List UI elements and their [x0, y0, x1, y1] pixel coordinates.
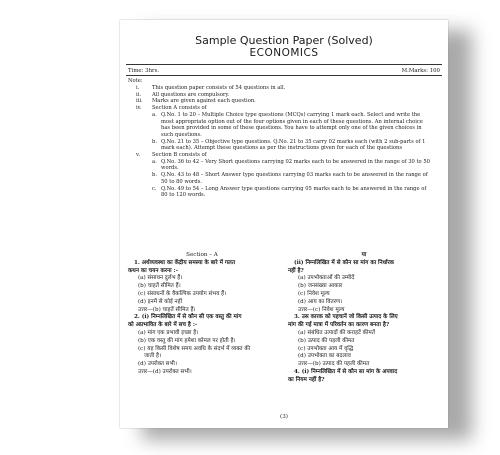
- question-line: कथन का चयन करना :-: [128, 267, 178, 274]
- or-divider: या: [361, 252, 367, 258]
- note-text: Section A consists of: [152, 105, 207, 112]
- option: (b) चाहतें सीमित हैं।: [138, 283, 181, 290]
- sub-number: b.: [152, 138, 157, 145]
- answer: उत्तर—(b) चाहतें सीमित हैं।: [138, 306, 196, 313]
- option: (c) उपभोक्ता आय में वृद्धि: [298, 345, 354, 352]
- note-label: Note:: [128, 78, 143, 84]
- option: (a) संबंधित उत्पादों की कराहटें कीमतें: [298, 329, 375, 336]
- sub-number: a.: [152, 111, 157, 118]
- question-line: 3. उस कारक को पहचानें जो किसी उत्पाद के लिए: [294, 314, 398, 321]
- sub-text: Q.No. 21 to 35 – Objective type questions. Q.No. 21 to 35 carry 02 marks each (with 2 sub-parts of 1 mark each). Attempt these questions as per the instructions given for each of the questions: [161, 138, 426, 152]
- questions-columns: [128, 252, 440, 385]
- section-a-item: [128, 139, 440, 152]
- sub-number: c.: [152, 185, 157, 192]
- option: (d) उपरोक्त सभी।: [138, 361, 177, 368]
- note-item: [128, 152, 440, 159]
- sub-number: a.: [152, 158, 157, 165]
- answer: उत्तर—(d) उपरोक्त सभी।: [138, 368, 192, 375]
- option: (c) यह किसी विशेष समय अवधि के संदर्भ में व्यक्त की: [138, 345, 251, 352]
- option-continued: जाती है।: [144, 353, 162, 360]
- left-column: [128, 252, 284, 385]
- option: (a) मांग एक प्रभावी इच्छा है।: [138, 329, 199, 336]
- option: (c) निवेश मूल्य: [298, 290, 330, 297]
- note-text: Marks are given against each question.: [152, 98, 256, 105]
- sub-text: Q.No. 36 to 42 – Very Short questions carrying 02 marks each to be answered in the range of 30 to 50 words.: [161, 158, 430, 172]
- note-item: [128, 98, 440, 105]
- option: (a) उपभोक्ताओं की उम्मीदें: [298, 275, 355, 282]
- max-marks-label: M.Marks: 100: [401, 68, 440, 74]
- right-column: [284, 252, 440, 385]
- section-b-item: [128, 159, 440, 172]
- note-item: [128, 92, 440, 99]
- option: (d) इनमें से कोई नहीं: [138, 298, 183, 305]
- time-label: Time: 3hrs.: [128, 68, 160, 74]
- paper-title: Sample Question Paper (Solved): [195, 34, 373, 47]
- option: (d) उपभोक्ता का बदलाव: [298, 353, 351, 360]
- note-text: This question paper consists of 54 questions in all.: [152, 85, 286, 91]
- option: (d) आय का वितरण।: [298, 298, 343, 305]
- page-number: (3): [280, 414, 288, 420]
- question-line: (ii) निम्नलिखित में से कौन सा मांग का निर्धारक: [294, 259, 395, 266]
- question-line: 4. (i) निम्नलिखित में से कौन सा मांग के अपवाद: [294, 368, 398, 375]
- option: (c) संसाधनों के वैकल्पिक उपयोग संभव हैं।: [138, 290, 227, 297]
- section-b-item: [128, 172, 440, 185]
- time-marks-row: [128, 68, 440, 74]
- note-item: [128, 85, 440, 92]
- question-line: 1. अर्थव्यवस्था का केंद्रीय समस्या के बारे में गलत: [134, 259, 236, 266]
- question-line: का नियम नहीं है?: [288, 376, 325, 383]
- sub-text: Q.No. 43 to 48 – Short Answer type questions carrying 03 marks each to be answered in the range of 50 to 80 words.: [161, 172, 428, 185]
- note-number: iii.: [136, 98, 143, 105]
- section-heading: Section – A: [186, 252, 218, 258]
- note-text: All questions are compulsory.: [152, 91, 230, 98]
- option: (b) जनसंख्या आकार: [298, 283, 343, 290]
- note-item: [128, 105, 440, 112]
- note-number: iv.: [136, 105, 142, 112]
- note-text: Section B consists of: [152, 152, 207, 159]
- sub-text: Q.No. 49 to 54 – Long Answer type questions carrying 05 marks each to be answered in the range of 80 to 120 words.: [161, 185, 427, 199]
- sub-number: b.: [152, 172, 157, 179]
- answer: उत्तर—(c) निवेश मूल्य: [298, 306, 345, 313]
- header-rule-bottom: [126, 75, 442, 76]
- note-number: v.: [136, 152, 140, 159]
- answer: उत्तर—(b) उत्पाद की पहली कीमत: [298, 361, 370, 368]
- title-block: [120, 34, 448, 60]
- note-number: i.: [136, 85, 140, 91]
- question-line: 2. (i) निम्नलिखित में से कौन सी एक वस्तु की मांग: [134, 314, 242, 321]
- question-line: मांग की गई मात्रा में परिवर्तन का कारण बनता है?: [288, 322, 390, 329]
- paper-subject: ECONOMICS: [249, 47, 319, 59]
- question-line: को अप्रभावित के बारे में सच है :-: [128, 322, 198, 329]
- question-line: नहीं है?: [288, 267, 304, 274]
- option: (b) एक वस्तु की मांग हमेशा कोमल पर होती है।: [138, 337, 236, 344]
- section-b-item: [128, 186, 440, 199]
- note-number: ii.: [136, 91, 141, 98]
- instructions: [128, 85, 440, 199]
- section-a-item: [128, 112, 440, 139]
- question-paper-page: [120, 20, 448, 428]
- header-rule-top: [126, 64, 442, 65]
- sub-text: Q.No. 1 to 20 – Multiple Choice type questions (MCQs) carrying 1 mark each. Select and write the most appropriate option out of the four options given in each of these questions. An internal choice has been provided in some of these questions. You have to attempt only one of the given choices in such questions.: [161, 111, 423, 138]
- option: (b) उत्पाद की पहली कीमत: [298, 337, 355, 344]
- option: (a) संसाधन दुर्लभ हैं।: [138, 275, 183, 282]
